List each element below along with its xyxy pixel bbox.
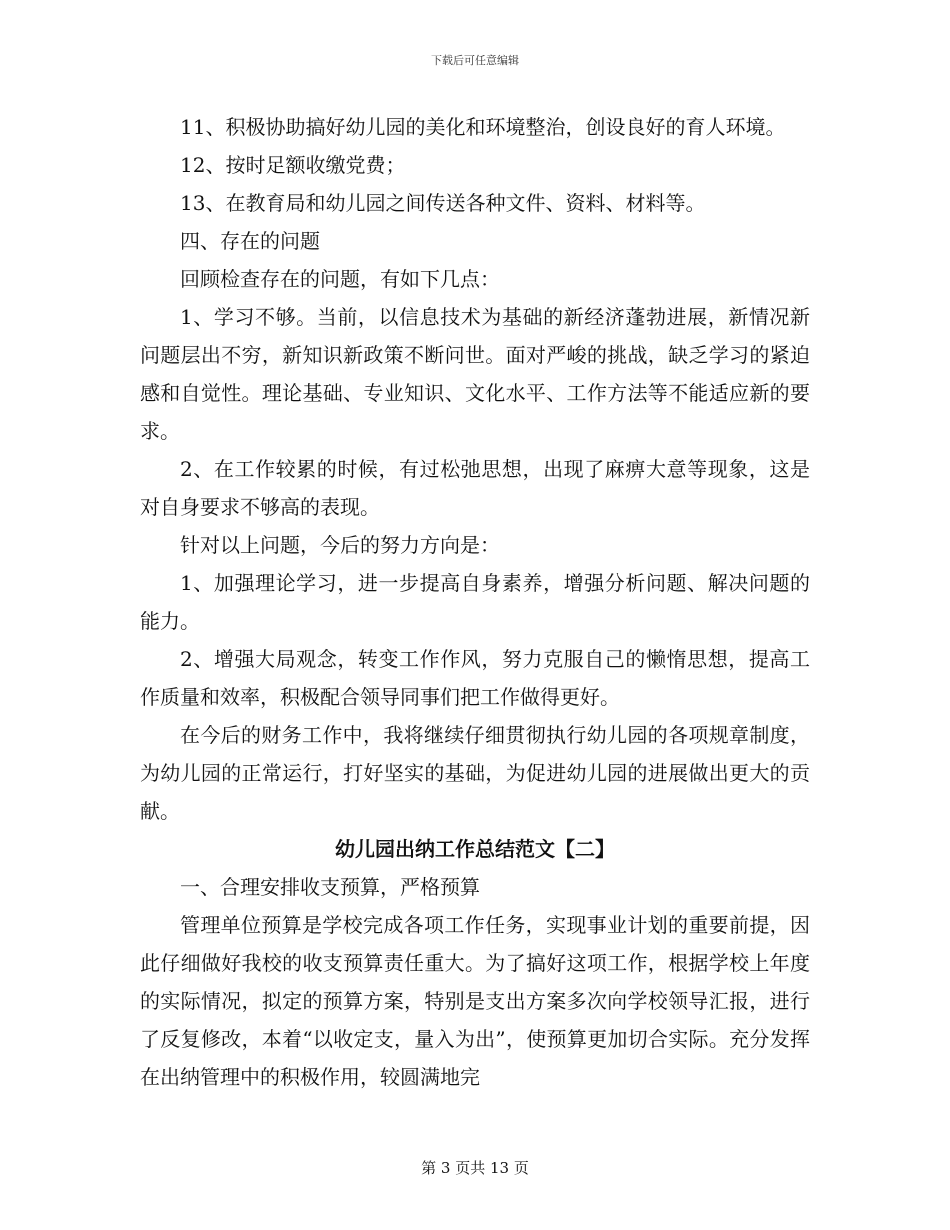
paragraph: 1、学习不够。当前，以信息技术为基础的新经济蓬勃进展，新情况新问题层出不穷，新知识新政策不断问世。面对严峻的挑战，缺乏学习的紧迫感和自觉性。理论基础、专业知识、文化水平、工作方法等不能适应新的要求。	[140, 305, 810, 443]
section-title: 幼儿园出纳工作总结范文【二】	[335, 837, 615, 861]
paragraph: 在今后的财务工作中，我将继续仔细贯彻执行幼儿园的各项规章制度，为幼儿园的正常运行，打好坚实的基础，为促进幼儿园的进展做出更大的贡献。	[140, 723, 810, 823]
page-header: 下载后可任意编辑	[431, 54, 519, 67]
paragraph: 2、增强大局观念，转变工作作风，努力克服自己的懒惰思想，提高工作质量和效率，积极配合领导同事们把工作做得更好。	[140, 647, 810, 709]
paragraph: 12、按时足额收缴党费；	[180, 153, 406, 177]
section-subheading: 四、存在的问题	[180, 229, 320, 253]
paragraph: 1、加强理论学习，进一步提高自身素养，增强分析问题、解决问题的能力。	[140, 571, 810, 633]
document-body	[140, 108, 810, 1096]
page-footer: 第 3 页共 13 页	[421, 1159, 529, 1177]
section-subheading: 一、合理安排收支预算，严格预算	[180, 875, 480, 899]
paragraph: 针对以上问题，今后的努力方向是：	[180, 533, 500, 557]
paragraph: 13、在教育局和幼儿园之间传送各种文件、资料、材料等。	[180, 191, 706, 215]
paragraph: 回顾检查存在的问题，有如下几点：	[180, 267, 500, 291]
paragraph: 2、在工作较累的时候，有过松弛思想，出现了麻痹大意等现象，这是对自身要求不够高的表现。	[140, 457, 810, 519]
paragraph: 管理单位预算是学校完成各项工作任务，实现事业计划的重要前提，因此仔细做好我校的收支预算责任重大。为了搞好这项工作，根据学校上年度的实际情况，拟定的预算方案，特别是支出方案多次向学校领导汇报，进行了反复修改，本着“以收定支，量入为出”，使预算更加切合实际。充分发挥在出纳管理中的积极作用，较圆满地完	[140, 913, 810, 1089]
paragraph: 11、积极协助搞好幼儿园的美化和环境整治，创设良好的育人环境。	[180, 115, 786, 139]
